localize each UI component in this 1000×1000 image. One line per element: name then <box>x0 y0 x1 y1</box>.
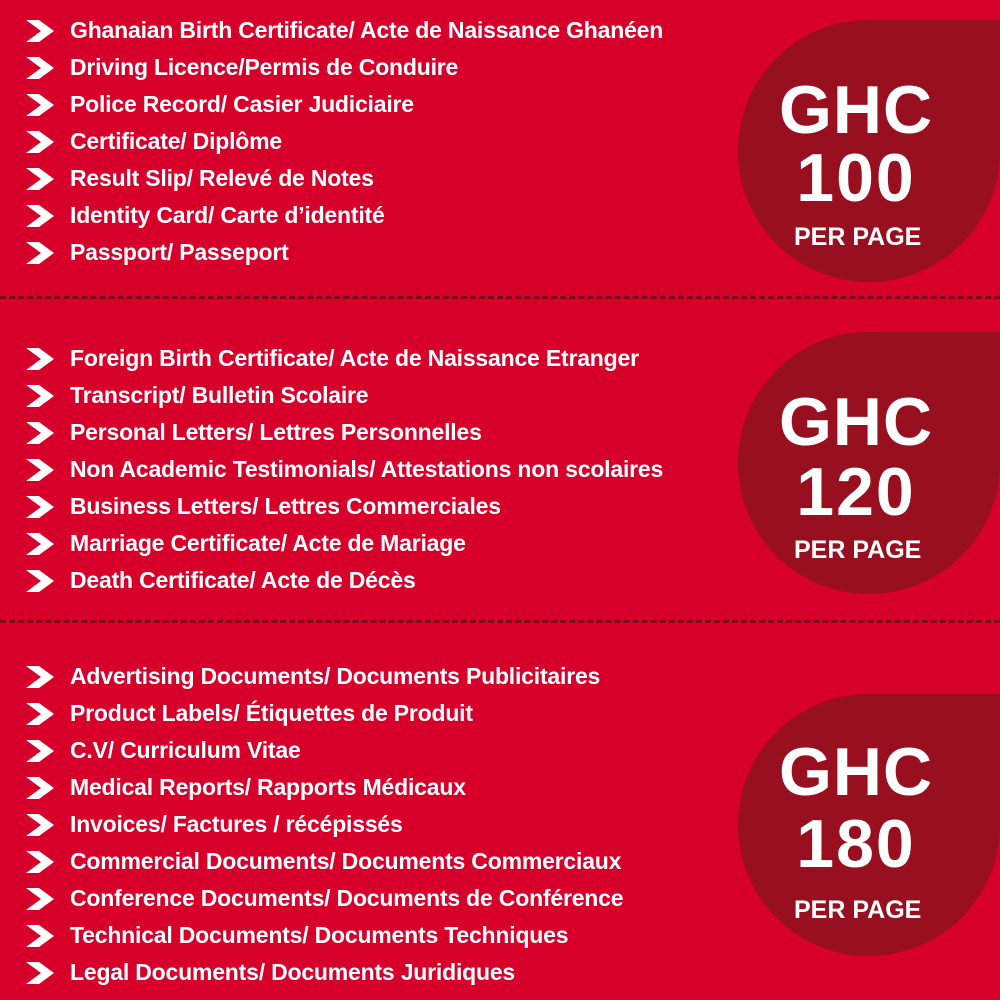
list-item-label: Non Academic Testimonials/ Attestations non scolaires <box>70 456 664 482</box>
list-item-label: Product Labels/ Étiquettes de Produit <box>70 700 473 726</box>
list-item <box>24 123 663 160</box>
list-item-label: Commercial Documents/ Documents Commerciaux <box>70 848 622 874</box>
list-item-label: Death Certificate/ Acte de Décès <box>70 567 416 593</box>
list-item <box>24 843 623 880</box>
chevron-right-icon <box>24 665 56 689</box>
chevron-right-icon <box>24 776 56 800</box>
price-amount: 100 <box>796 140 916 216</box>
list-item-label: Legal Documents/ Documents Juridiques <box>70 959 516 985</box>
list-item <box>24 340 663 377</box>
list-item <box>24 12 663 49</box>
list-item <box>24 414 663 451</box>
price-amount: 120 <box>796 454 916 530</box>
pricing-section-2 <box>0 298 1000 620</box>
list-item <box>24 197 663 234</box>
list-item-label: Medical Reports/ Rapports Médicaux <box>70 774 466 800</box>
price-unit: PER PAGE <box>794 536 922 564</box>
list-item <box>24 49 663 86</box>
chevron-right-icon <box>24 850 56 874</box>
list-item <box>24 86 663 123</box>
list-item-label: Transcript/ Bulletin Scolaire <box>70 382 369 408</box>
list-item <box>24 917 623 954</box>
list-item-label: Conference Documents/ Documents de Conférence <box>70 885 624 911</box>
price-badge-3 <box>738 694 1000 956</box>
list-item-label: Certificate/ Diplôme <box>70 128 282 154</box>
chevron-right-icon <box>24 532 56 556</box>
chevron-right-icon <box>24 384 56 408</box>
price-currency: GHC <box>778 72 934 148</box>
chevron-right-icon <box>24 569 56 593</box>
list-item-label: Technical Documents/ Documents Techniques <box>70 922 569 948</box>
price-currency: GHC <box>778 734 934 810</box>
price-unit: PER PAGE <box>794 896 922 924</box>
list-item <box>24 451 663 488</box>
list-item <box>24 806 623 843</box>
list-item-label: Driving Licence/Permis de Conduire <box>70 54 459 80</box>
list-item <box>24 880 623 917</box>
chevron-right-icon <box>24 56 56 80</box>
price-badge-2 <box>738 332 1000 594</box>
chevron-right-icon <box>24 813 56 837</box>
list-item <box>24 769 623 806</box>
list-item-label: Passport/ Passeport <box>70 239 289 265</box>
list-item <box>24 234 663 271</box>
chevron-right-icon <box>24 241 56 265</box>
chevron-right-icon <box>24 495 56 519</box>
list-item-label: Ghanaian Birth Certificate/ Acte de Naissance Ghanéen <box>70 17 664 43</box>
list-item-label: Result Slip/ Relevé de Notes <box>70 165 374 191</box>
chevron-right-icon <box>24 167 56 191</box>
list-item-label: Invoices/ Factures / récépissés <box>70 811 403 837</box>
pricing-section-1 <box>0 0 1000 298</box>
list-item-label: Police Record/ Casier Judiciaire <box>70 91 414 117</box>
chevron-right-icon <box>24 421 56 445</box>
list-item <box>24 732 623 769</box>
list-item <box>24 488 663 525</box>
list-item-label: Foreign Birth Certificate/ Acte de Naissance Etranger <box>70 345 639 371</box>
list-item-label: Marriage Certificate/ Acte de Mariage <box>70 530 466 556</box>
list-item <box>24 954 623 991</box>
list-item-label: Advertising Documents/ Documents Publicitaires <box>70 663 601 689</box>
chevron-right-icon <box>24 961 56 985</box>
chevron-right-icon <box>24 458 56 482</box>
chevron-right-icon <box>24 887 56 911</box>
list-item <box>24 695 623 732</box>
price-amount: 180 <box>796 806 916 882</box>
chevron-right-icon <box>24 204 56 228</box>
chevron-right-icon <box>24 93 56 117</box>
chevron-right-icon <box>24 347 56 371</box>
list-item <box>24 377 663 414</box>
list-item <box>24 658 623 695</box>
list-item <box>24 562 663 599</box>
list-item <box>24 160 663 197</box>
price-badge-1 <box>738 20 1000 282</box>
chevron-right-icon <box>24 702 56 726</box>
price-unit: PER PAGE <box>794 223 922 251</box>
list-item-label: Business Letters/ Lettres Commerciales <box>70 493 501 519</box>
chevron-right-icon <box>24 739 56 763</box>
chevron-right-icon <box>24 924 56 948</box>
chevron-right-icon <box>24 130 56 154</box>
document-list-2 <box>24 340 663 599</box>
list-item-label: Identity Card/ Carte d’identité <box>70 202 385 228</box>
price-currency: GHC <box>778 384 934 460</box>
document-list-3 <box>24 658 623 991</box>
document-list-1 <box>24 12 663 271</box>
pricing-section-3 <box>0 622 1000 1000</box>
list-item-label: C.V/ Curriculum Vitae <box>70 737 301 763</box>
list-item-label: Personal Letters/ Lettres Personnelles <box>70 419 482 445</box>
list-item <box>24 525 663 562</box>
chevron-right-icon <box>24 19 56 43</box>
